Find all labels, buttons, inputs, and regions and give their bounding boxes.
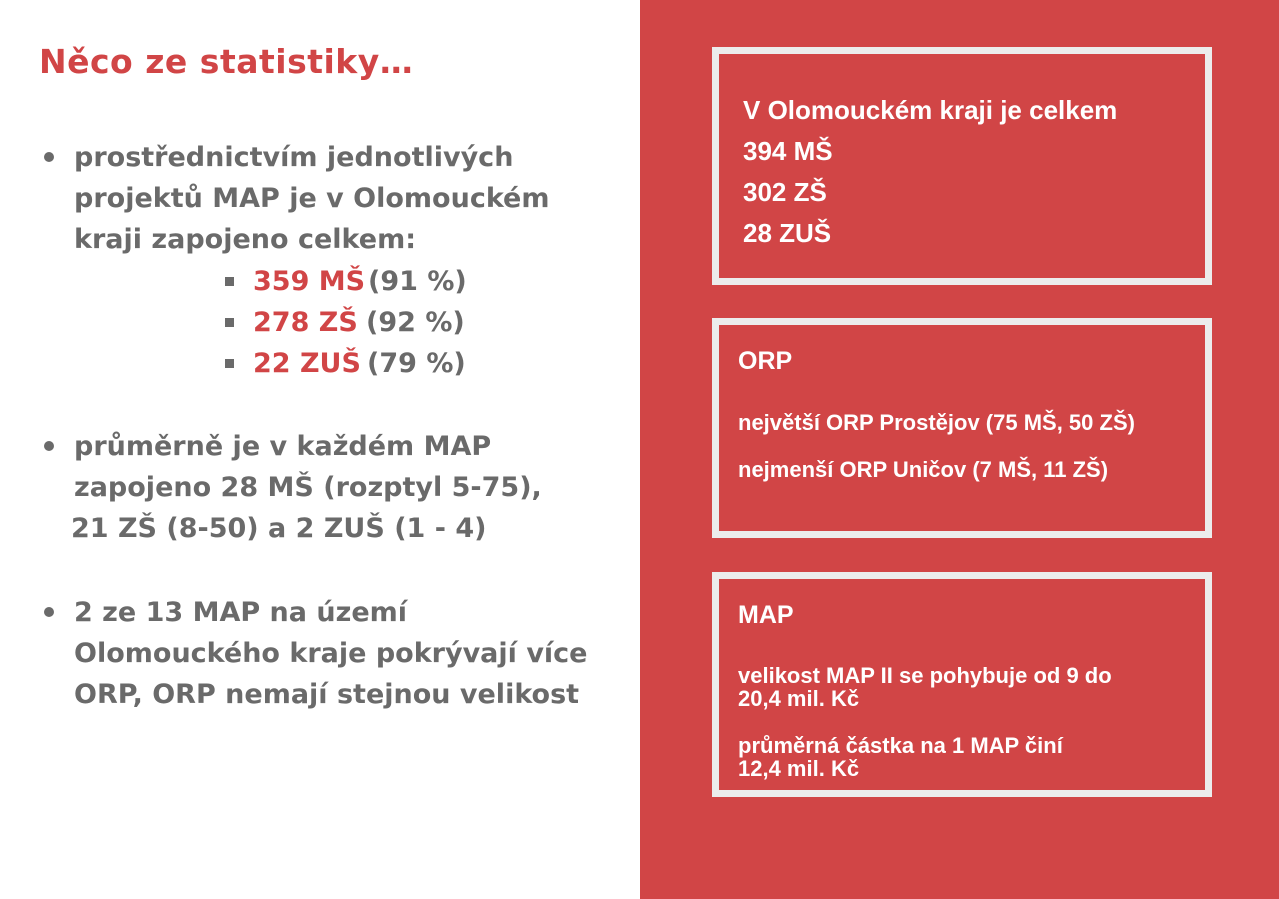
box-heading: MAP [738,601,794,629]
bullet-text-line: projektů MAP je v Olomouckém [74,183,550,214]
box-line: největší ORP Prostějov (75 MŠ, 50 ZŠ) [738,410,1135,435]
orp-box [712,318,1212,538]
sub-item-percent: (91 %) [368,266,467,297]
bullet-text-line: kraji zapojeno celkem: [74,224,416,255]
slide-title: Něco ze statistiky… [39,42,414,81]
box-line: 302 ZŠ [743,177,827,207]
box-heading: ORP [738,347,793,375]
box-line: nejmenší ORP Uničov (7 MŠ, 11 ZŠ) [738,457,1109,482]
bullet-text-line: ORP, ORP nemají stejnou velikost [74,679,580,710]
box-line: 394 MŠ [743,136,833,166]
bullet-dot-icon [44,152,54,162]
box-line: 28 ZUŠ [743,218,832,248]
sub-item-percent: (92 %) [366,307,465,338]
box-line: velikost MAP II se pohybuje od 9 do [738,663,1112,688]
square-bullet-icon [225,318,234,327]
box-line: 12,4 mil. Kč [738,756,860,781]
sub-item-value: 22 ZUŠ [253,348,361,379]
sub-item-value: 359 MŠ [253,266,366,297]
map-box [712,572,1212,797]
sub-item-value: 278 ZŠ [253,307,358,338]
sub-item-percent: (79 %) [367,348,466,379]
bullet-text-line: Olomouckého kraje pokrývají více [74,638,588,669]
bullet-text-line: prostřednictvím jednotlivých [74,142,514,173]
bullet-dot-icon [44,607,54,617]
box-line: průměrná částka na 1 MAP činí [738,733,1063,758]
bullet-text-line: 21 ZŠ (8-50) a 2 ZUŠ (1 - 4) [71,513,487,544]
bullet-dot-icon [44,441,54,451]
box-line: 20,4 mil. Kč [738,686,860,711]
bullet-text-line: průměrně je v každém MAP [74,431,492,462]
square-bullet-icon [225,277,234,286]
box-line: V Olomouckém kraji je celkem [743,95,1118,125]
bullet-text-line: 2 ze 13 MAP na území [74,597,408,628]
square-bullet-icon [225,359,234,368]
bullet-text-line: zapojeno 28 MŠ (rozptyl 5-75), [74,472,542,503]
region-totals-box [712,47,1212,285]
